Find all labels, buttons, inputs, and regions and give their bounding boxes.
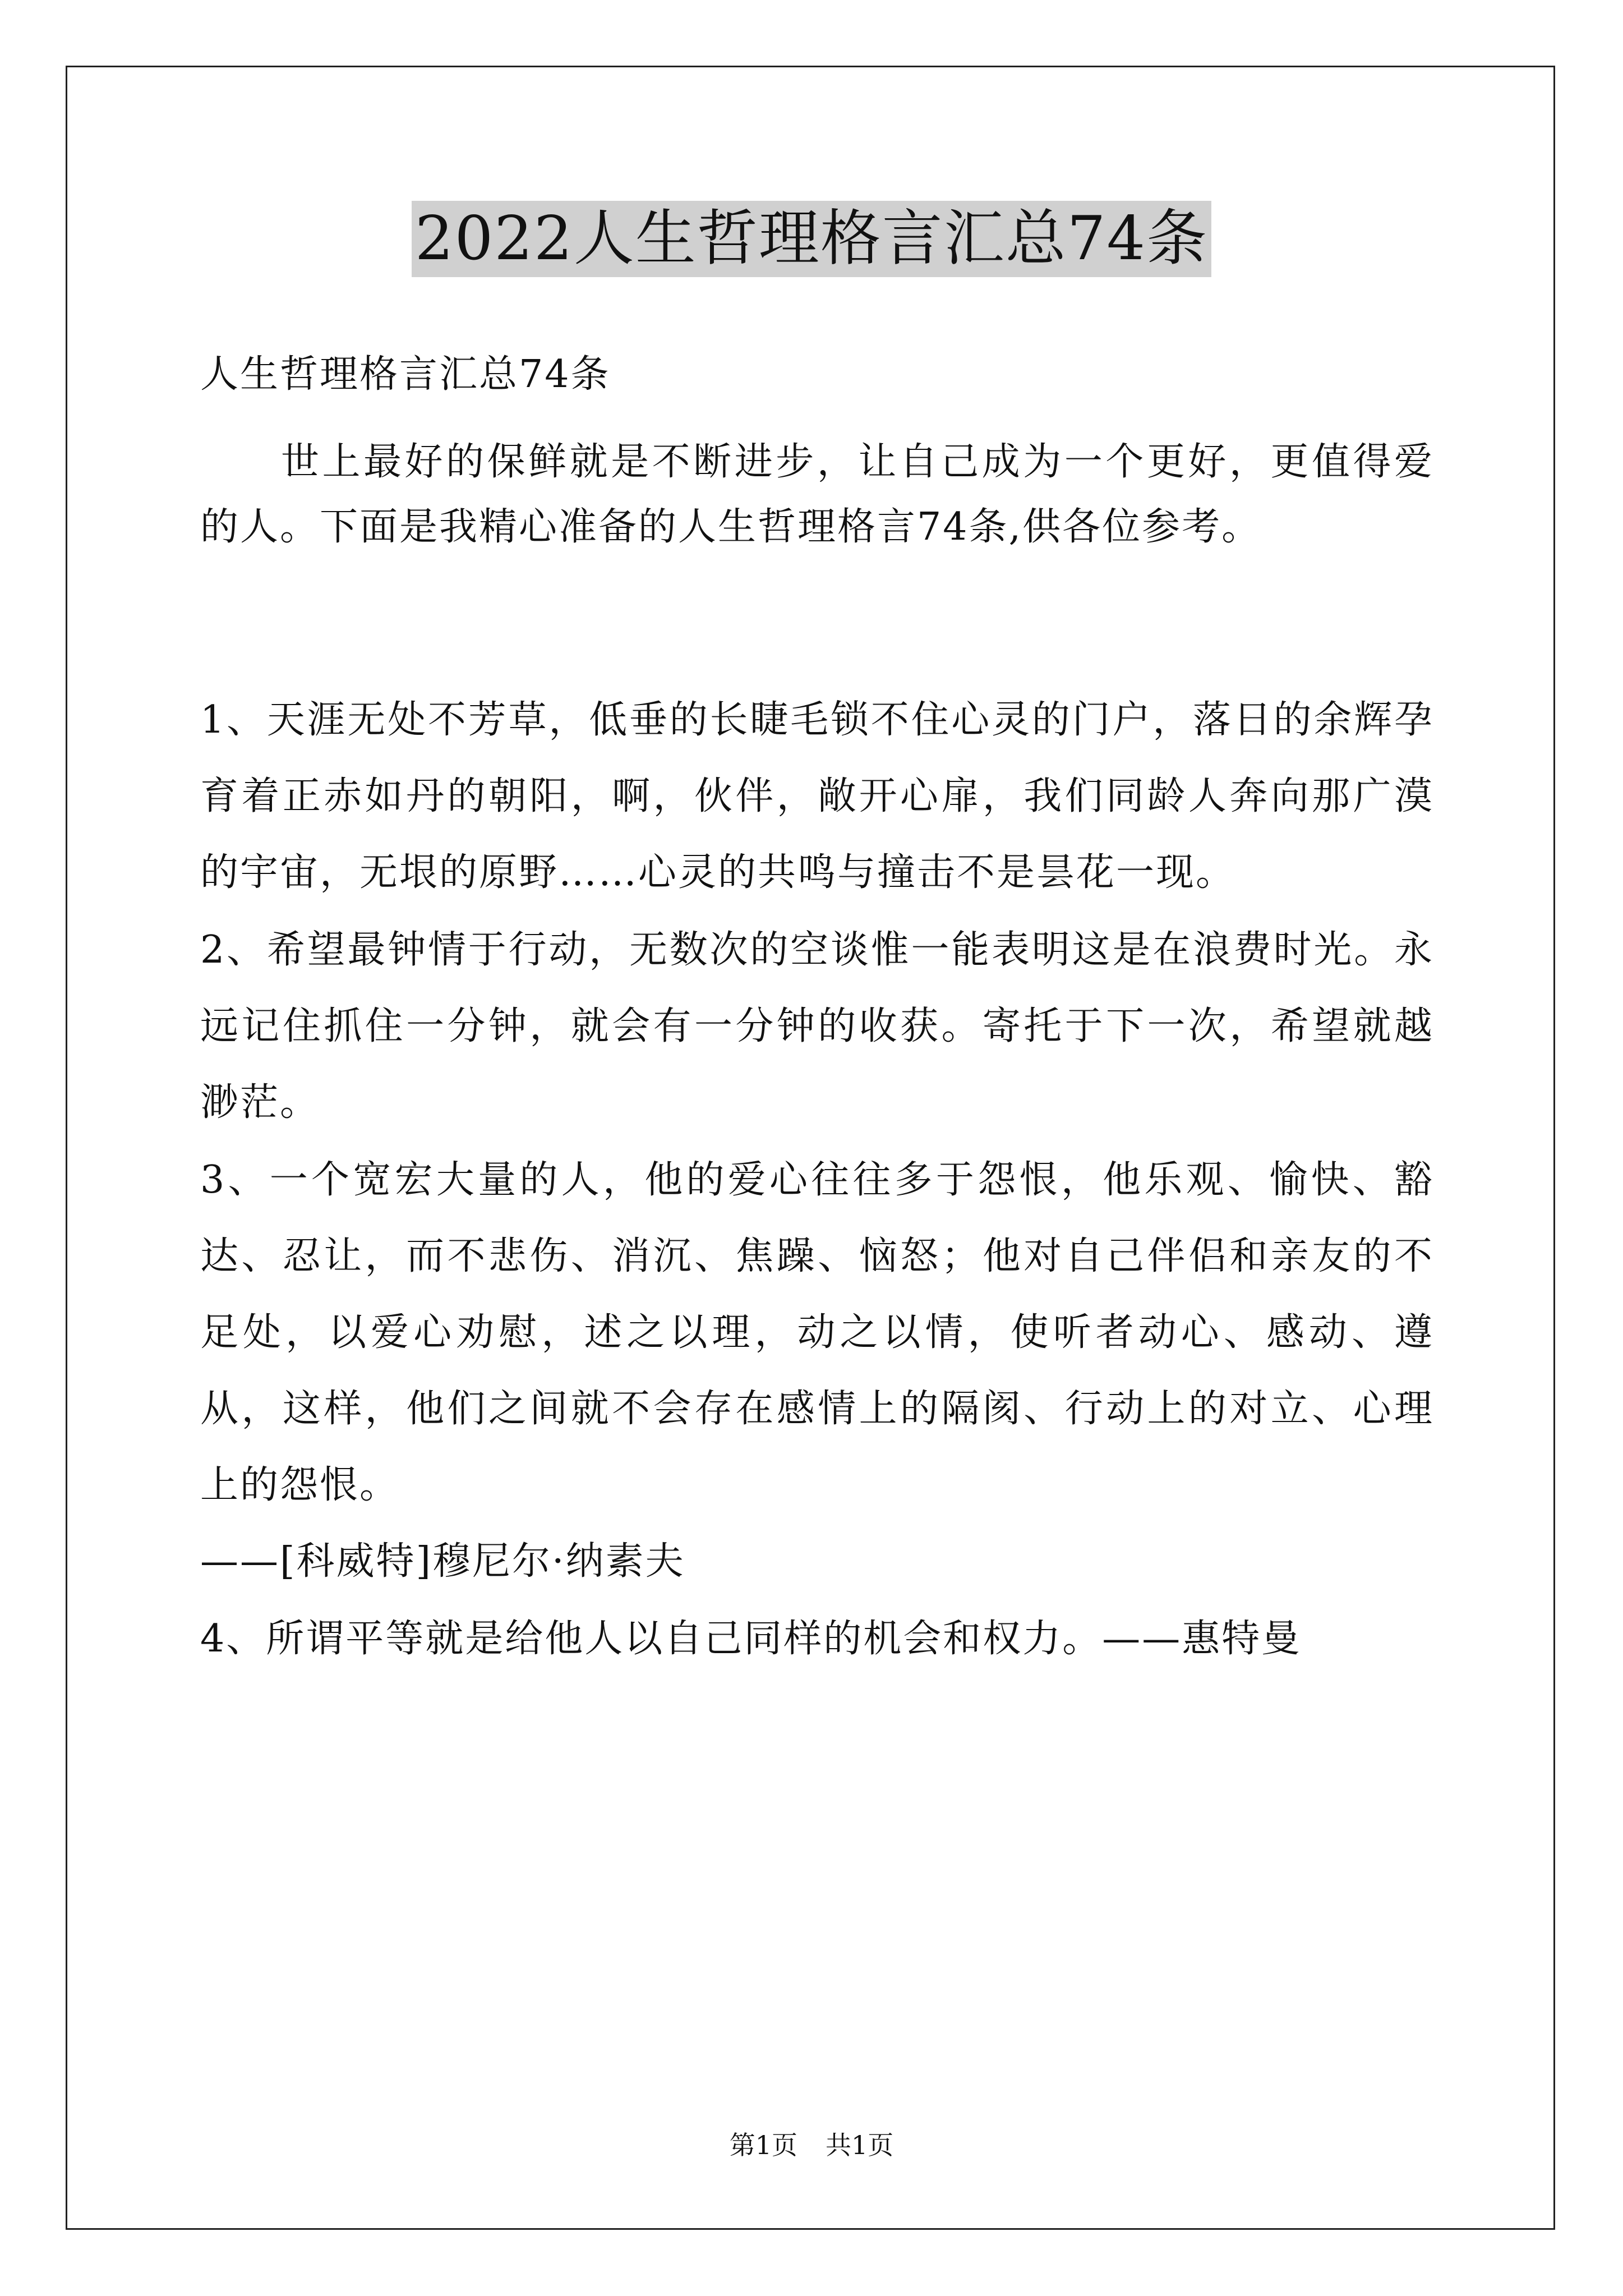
quote-author: ——[科威特]穆尼尔·纳素夫 — [200, 1539, 685, 1584]
document-body — [200, 342, 1434, 1677]
page-total: 共1页 — [826, 2130, 894, 2160]
quote-item-4 — [200, 1601, 1434, 1677]
quote-item-1 — [200, 682, 1434, 911]
quote-text: 1、天涯无处不芳草，低垂的长睫毛锁不住心灵的门户，落日的余辉孕育着正赤如丹的朝阳，啊，伙伴，敞开心扉，我们同龄人奔向那广漠的宇宙，无垠的原野……心灵的共鸣与撞击不是昙花一现。 — [200, 698, 1434, 895]
quote-text: 3、一个宽宏大量的人，他的爱心往往多于怨恨，他乐观、愉快、豁达、忍让，而不悲伤、消沉、焦躁、恼怒；他对自己伴侣和亲友的不足处，以爱心劝慰，述之以理，动之以情，使听者动心、感动、遵从，这样，他们之间就不会存在感情上的隔阂、行动上的对立、心理上的怨恨。 — [200, 1158, 1434, 1507]
quote-item-2 — [200, 912, 1434, 1141]
document-title: 2022人生哲理格言汇总74条 — [412, 201, 1211, 277]
quote-text: 2、希望最钟情于行动，无数次的空谈惟一能表明这是在浪费时光。永远记住抓住一分钟，就会有一分钟的收获。寄托于下一次，希望就越渺茫。 — [200, 928, 1434, 1125]
intro-paragraph: 世上最好的保鲜就是不断进步，让自己成为一个更好，更值得爱的人。下面是我精心准备的人生哲理格言74条,供各位参考。 — [200, 440, 1434, 549]
document-subtitle: 人生哲理格言汇总74条 — [200, 352, 611, 397]
paragraph-spacer — [200, 560, 1434, 682]
page-number: 第1页 — [729, 2130, 797, 2160]
quote-item-3 — [200, 1142, 1434, 1600]
title-container — [0, 201, 1623, 277]
page-footer — [0, 2128, 1623, 2162]
quote-text: 4、所谓平等就是给他人以自己同样的机会和权力。——惠特曼 — [200, 1617, 1302, 1661]
